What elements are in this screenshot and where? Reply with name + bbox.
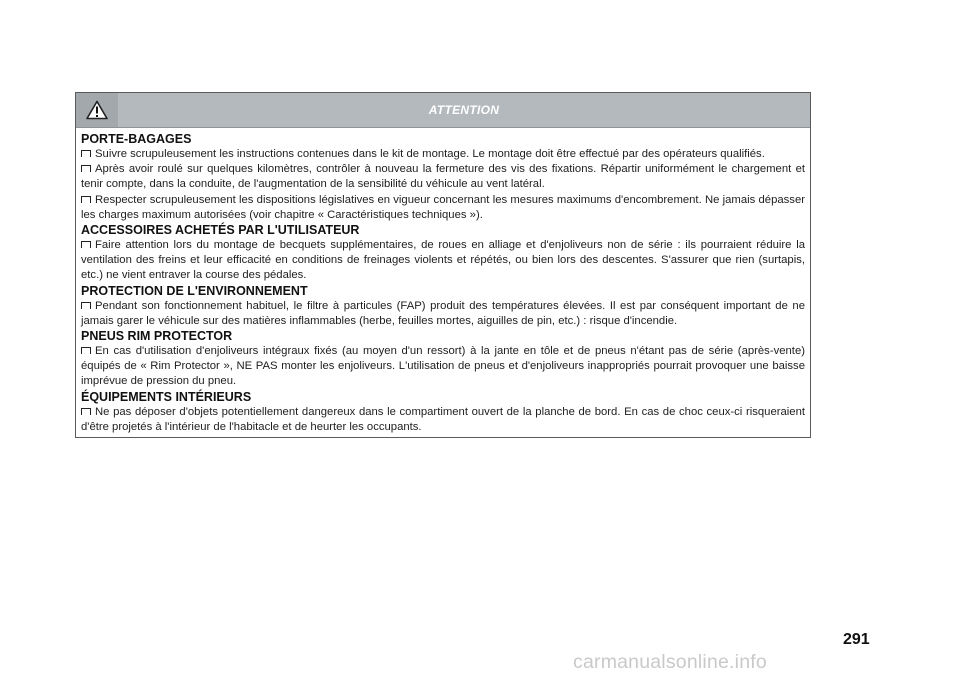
bullet-icon [81, 302, 91, 309]
section-title: ACCESSOIRES ACHETÉS PAR L'UTILISATEUR [81, 223, 360, 238]
bullet-paragraph [81, 344, 805, 390]
bullet-icon [81, 165, 91, 172]
bullet-paragraph [81, 405, 805, 435]
bullet-paragraph [81, 238, 805, 284]
bullet-paragraph [81, 162, 805, 192]
page-number: 291 [843, 631, 870, 648]
section-title: PORTE-BAGAGES [81, 132, 192, 146]
warning-title: ATTENTION [428, 103, 500, 117]
paragraph-text: En cas d'utilisation d'enjoliveurs intégraux fixés (au moyen d'un ressort) à la jante en tôle et de pneus n'étant pas de série (après-vente) équipés de « Rim Protector », NE PAS monter les enjoliveurs. L'utilisation de pneus et d'enjoliveurs inappropriés pourrait provoquer une baisse imprévue de pression du pneu. [81, 345, 805, 388]
paragraph-text: Suivre scrupuleusement les instructions contenues dans le kit de montage. Le montage doit être effectué par des opérateurs qualifiés. [95, 148, 765, 160]
warning-triangle-icon [76, 93, 118, 127]
section-title: PROTECTION DE L'ENVIRONNEMENT [81, 283, 308, 298]
paragraph-text: Ne pas déposer d'objets potentiellement dangereux dans le compartiment ouvert de la planche de bord. En cas de choc ceux-ci risqueraient d'être projetés à l'intérieur de l'habitacle et de heurter les occupants. [81, 405, 805, 433]
bullet-icon [81, 196, 91, 203]
paragraph-text: Pendant son fonctionnement habituel, le filtre à particules (FAP) produit des températures élevées. Il est par conséquent important de ne jamais garer le véhicule sur des matières inflammables (herbe, feuilles mortes, aiguilles de pin, etc.) : risque d'incendie. [81, 299, 805, 327]
bullet-icon [81, 150, 91, 157]
paragraph-text: Respecter scrupuleusement les dispositions législatives en vigueur concernant les mesures maximums d'encombrement. Ne jamais dépasser les charges maximum autorisées (voir chapitre « Caractéristiques techniques »). [81, 193, 805, 221]
warning-header [76, 93, 810, 128]
section-title: PNEUS RIM PROTECTOR [81, 329, 233, 344]
warning-body [76, 128, 810, 435]
paragraph-text: Faire attention lors du montage de becquets supplémentaires, de roues en alliage et d'enjoliveurs non de série : ils pourraient réduire la ventilation des freins et leur efficacité en conditions de freinages violents et répétés, ou bien lors des descentes. S'assurer que rien (surtapis, etc.) ne vient entraver la course des pédales. [81, 239, 805, 282]
bullet-icon [81, 347, 91, 354]
paragraph-text: Après avoir roulé sur quelques kilomètres, contrôler à nouveau la fermeture des vis des fixations. Répartir uniformément le chargement et tenir compte, dans la conduite, de l'augmentation de la sensibilité du véhicule au vent latéral. [81, 163, 805, 191]
bullet-paragraph [81, 299, 805, 329]
bullet-icon [81, 408, 91, 415]
watermark: carmanualsonline.info [573, 651, 767, 673]
bullet-paragraph [81, 193, 805, 223]
bullet-icon [81, 241, 91, 248]
section-title: ÉQUIPEMENTS INTÉRIEURS [81, 389, 252, 404]
bullet-paragraph [81, 147, 805, 162]
warning-box [75, 92, 811, 438]
